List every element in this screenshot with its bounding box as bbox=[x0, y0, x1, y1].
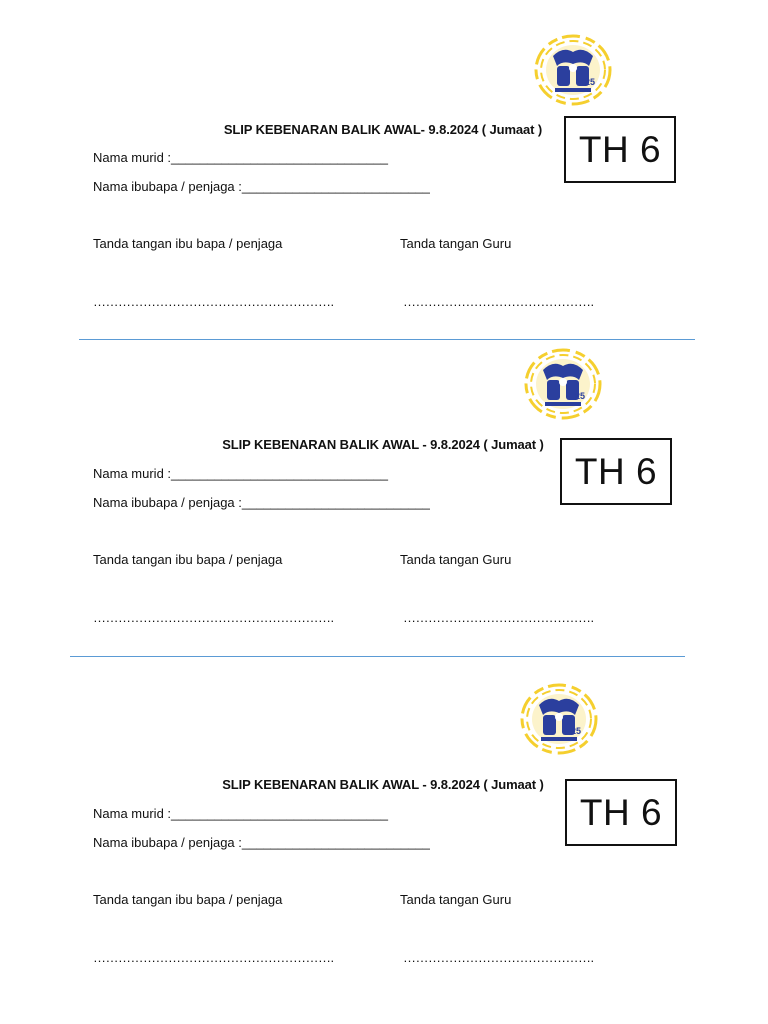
svg-text:25: 25 bbox=[571, 726, 582, 736]
teacher-signature-line[interactable]: ………………………………………. bbox=[403, 294, 594, 309]
student-name-field[interactable]: Nama murid :______________________________ bbox=[93, 150, 388, 165]
school-logo-icon bbox=[519, 683, 599, 755]
parent-signature-line[interactable]: …………………………………………………. bbox=[93, 610, 334, 625]
permission-slip-3 bbox=[0, 663, 768, 993]
parent-signature-line[interactable]: …………………………………………………. bbox=[93, 294, 334, 309]
parent-name-field[interactable]: Nama ibubapa / penjaga :__________________________ bbox=[93, 179, 430, 194]
slip-title: SLIP KEBENARAN BALIK AWAL - 9.8.2024 ( Jumaat ) bbox=[222, 437, 544, 452]
teacher-signature-label: Tanda tangan Guru bbox=[400, 552, 512, 567]
teacher-signature-label: Tanda tangan Guru bbox=[400, 892, 512, 907]
parent-name-field[interactable]: Nama ibubapa / penjaga :__________________________ bbox=[93, 495, 430, 510]
school-logo-icon bbox=[533, 34, 613, 106]
teacher-signature-line[interactable]: ………………………………………. bbox=[403, 610, 594, 625]
school-logo-icon bbox=[523, 348, 603, 420]
permission-slip-1 bbox=[0, 0, 768, 330]
student-name-field[interactable]: Nama murid :______________________________ bbox=[93, 806, 388, 821]
svg-text:25: 25 bbox=[585, 77, 596, 87]
class-label-box: TH 6 bbox=[560, 438, 672, 505]
parent-signature-label: Tanda tangan ibu bapa / penjaga bbox=[93, 892, 283, 907]
svg-text:25: 25 bbox=[575, 391, 586, 401]
teacher-signature-line[interactable]: ………………………………………. bbox=[403, 950, 594, 965]
parent-signature-label: Tanda tangan ibu bapa / penjaga bbox=[93, 552, 283, 567]
cut-line-divider bbox=[70, 656, 685, 657]
parent-name-field[interactable]: Nama ibubapa / penjaga :__________________________ bbox=[93, 835, 430, 850]
permission-slip-2 bbox=[0, 323, 768, 653]
class-label-box: TH 6 bbox=[565, 779, 677, 846]
teacher-signature-label: Tanda tangan Guru bbox=[400, 236, 512, 251]
parent-signature-line[interactable]: …………………………………………………. bbox=[93, 950, 334, 965]
parent-signature-label: Tanda tangan ibu bapa / penjaga bbox=[93, 236, 283, 251]
slip-title: SLIP KEBENARAN BALIK AWAL - 9.8.2024 ( Jumaat ) bbox=[222, 777, 544, 792]
class-label-box: TH 6 bbox=[564, 116, 676, 183]
student-name-field[interactable]: Nama murid :______________________________ bbox=[93, 466, 388, 481]
slip-title: SLIP KEBENARAN BALIK AWAL- 9.8.2024 ( Jumaat ) bbox=[223, 122, 543, 137]
